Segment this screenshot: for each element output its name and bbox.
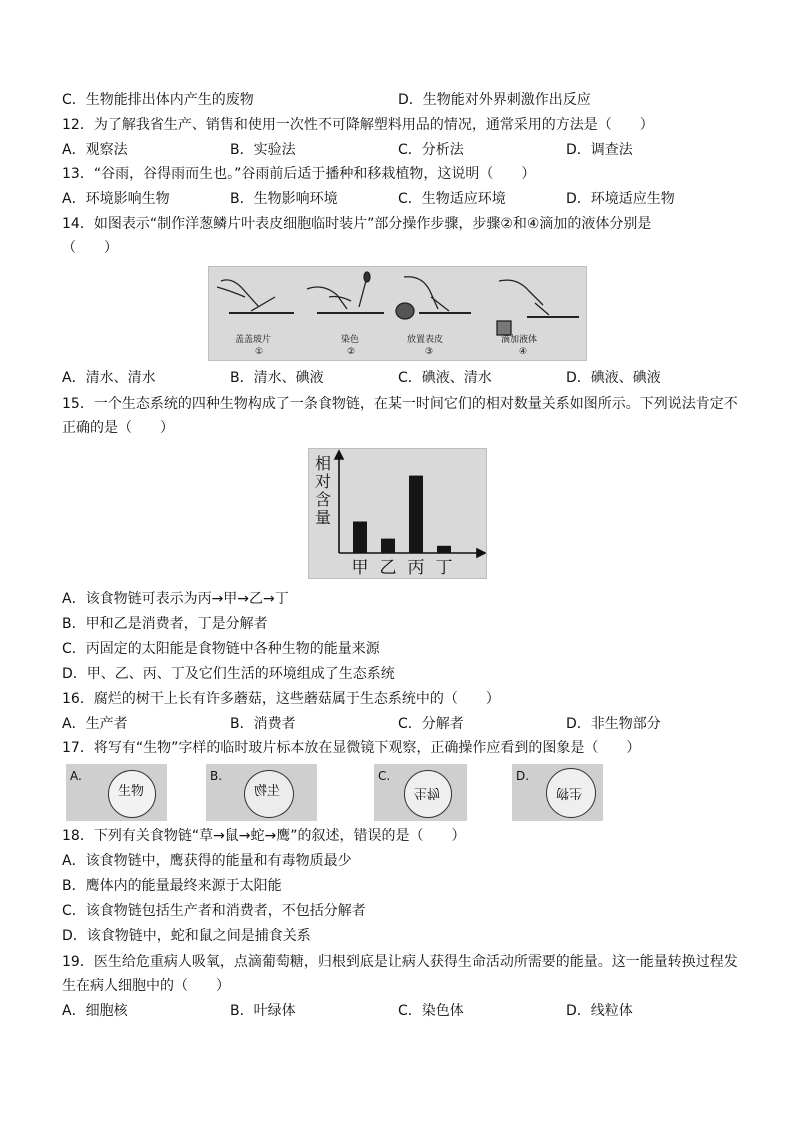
q19-option-a: A．细胞核 bbox=[62, 1003, 128, 1019]
q18-option-b: B．鹰体内的能量最终来源于太阳能 bbox=[62, 878, 282, 894]
step2-label: 染色 bbox=[341, 335, 360, 345]
q19-option-d: D．线粒体 bbox=[566, 1003, 633, 1019]
q17-image-d-letter: D. bbox=[516, 769, 530, 783]
q17-image-c-text: 生物 bbox=[414, 785, 441, 800]
q17-image-b-letter: B. bbox=[210, 769, 223, 783]
step3-label: 放置表皮 bbox=[407, 335, 444, 345]
q15-option-a: A．该食物链可表示为丙→甲→乙→丁 bbox=[62, 591, 289, 607]
y-axis-label-char: 量 bbox=[314, 508, 332, 527]
q17-image-d-text: 生物 bbox=[556, 785, 583, 800]
q12-option-d: D．调查法 bbox=[566, 142, 633, 158]
q13-option-b: B．生物影响环境 bbox=[230, 191, 338, 207]
step4-number: ④ bbox=[519, 347, 528, 357]
y-axis-label-char: 相 bbox=[314, 454, 332, 473]
q16-option-c: C．分解者 bbox=[398, 716, 464, 732]
step2-number: ② bbox=[347, 347, 356, 357]
bar-乙 bbox=[381, 539, 395, 553]
q13-option-d: D．环境适应生物 bbox=[566, 191, 675, 207]
q16-option-b: B．消费者 bbox=[230, 716, 296, 732]
q14-steps-illustration bbox=[209, 267, 586, 360]
q18-option-d: D．该食物链中，蛇和鼠之间是捕食关系 bbox=[62, 928, 311, 944]
q14-stem-cont: （ ） bbox=[62, 240, 118, 256]
q15-option-c: C．丙固定的太阳能是食物链中各种生物的能量来源 bbox=[62, 641, 380, 657]
y-axis-label-char: 对 bbox=[314, 472, 332, 491]
q12-option-c: C．分析法 bbox=[398, 142, 464, 158]
q15-stem-cont: 正确的是（ ） bbox=[62, 420, 174, 436]
q17-image-c bbox=[374, 764, 467, 821]
step3-number: ③ bbox=[425, 347, 434, 357]
q12-option-b: B．实验法 bbox=[230, 142, 296, 158]
q11-option-d: D．生物能对外界刺激作出反应 bbox=[398, 92, 591, 108]
q14-option-a: A．清水、清水 bbox=[62, 370, 156, 386]
q16-stem: 16．腐烂的树干上长有许多蘑菇，这些蘑菇属于生态系统中的（ ） bbox=[62, 691, 500, 707]
q19-option-b: B．叶绿体 bbox=[230, 1003, 296, 1019]
x-tick-label: 甲 bbox=[351, 558, 369, 578]
q13-option-c: C．生物适应环境 bbox=[398, 191, 506, 207]
step4-label: 滴加液体 bbox=[501, 335, 538, 345]
q19-stem-cont: 生在病人细胞中的（ ） bbox=[62, 978, 230, 994]
q13-stem: 13．“谷雨，谷得雨而生也。”谷雨前后适于播种和移栽植物，这说明（ ） bbox=[62, 166, 536, 182]
q13-option-a: A．环境影响生物 bbox=[62, 191, 170, 207]
q15-chart-figure bbox=[308, 448, 487, 579]
q14-option-b: B．清水、碘液 bbox=[230, 370, 324, 386]
q17-image-b bbox=[206, 764, 317, 821]
y-axis-label-char: 含 bbox=[314, 490, 332, 509]
x-tick-label: 丙 bbox=[407, 558, 425, 578]
q18-option-c: C．该食物链包括生产者和消费者，不包括分解者 bbox=[62, 903, 366, 919]
q17-image-a-text: 生物 bbox=[118, 784, 145, 799]
q15-option-d: D．甲、乙、丙、丁及它们生活的环境组成了生态系统 bbox=[62, 666, 395, 682]
q12-option-a: A．观察法 bbox=[62, 142, 128, 158]
x-tick-label: 丁 bbox=[435, 558, 453, 578]
x-tick-label: 乙 bbox=[379, 558, 397, 578]
q11-option-c: C．生物能排出体内产生的废物 bbox=[62, 92, 254, 108]
q17-image-a bbox=[66, 764, 167, 821]
q15-option-b: B．甲和乙是消费者，丁是分解者 bbox=[62, 616, 268, 632]
q14-option-d: D．碘液、碘液 bbox=[566, 370, 661, 386]
q16-option-d: D．非生物部分 bbox=[566, 716, 661, 732]
bar-丁 bbox=[437, 546, 451, 553]
q19-option-c: C．染色体 bbox=[398, 1003, 464, 1019]
q16-option-a: A．生产者 bbox=[62, 716, 128, 732]
q14-steps-figure bbox=[208, 266, 587, 361]
step1-number: ① bbox=[255, 347, 264, 357]
q17-image-d bbox=[512, 764, 603, 821]
q14-option-c: C．碘液、清水 bbox=[398, 370, 492, 386]
step1-label: 盖盖玻片 bbox=[235, 335, 272, 345]
q12-stem: 12．为了解我省生产、销售和使用一次性不可降解塑料用品的情况，通常采用的方法是（ ） bbox=[62, 117, 654, 133]
q15-stem: 15．一个生态系统的四种生物构成了一条食物链，在某一时间它们的相对数量关系如图所示。下列说法肯定不 bbox=[62, 396, 738, 412]
q17-image-b-text: 生物 bbox=[254, 784, 281, 799]
q19-stem: 19．医生给危重病人吸氧，点滴葡萄糖，归根到底是让病人获得生命活动所需要的能量。这一能量转换过程发 bbox=[62, 954, 738, 970]
bar-丙 bbox=[409, 476, 423, 553]
q18-option-a: A．该食物链中，鹰获得的能量和有毒物质最少 bbox=[62, 853, 352, 869]
q17-stem: 17．将写有“生物”字样的临时玻片标本放在显微镜下观察，正确操作应看到的图象是（ ） bbox=[62, 740, 641, 756]
q17-image-a-letter: A. bbox=[70, 769, 82, 783]
q17-image-c-letter: C. bbox=[378, 769, 391, 783]
q15-bar-chart bbox=[309, 449, 486, 578]
q14-stem: 14．如图表示“制作洋葱鳞片叶表皮细胞临时装片”部分操作步骤，步骤②和④滴加的液体分别是 bbox=[62, 216, 652, 232]
bar-甲 bbox=[353, 522, 367, 554]
q18-stem: 18．下列有关食物链“草→鼠→蛇→鹰”的叙述，错误的是（ ） bbox=[62, 828, 466, 844]
